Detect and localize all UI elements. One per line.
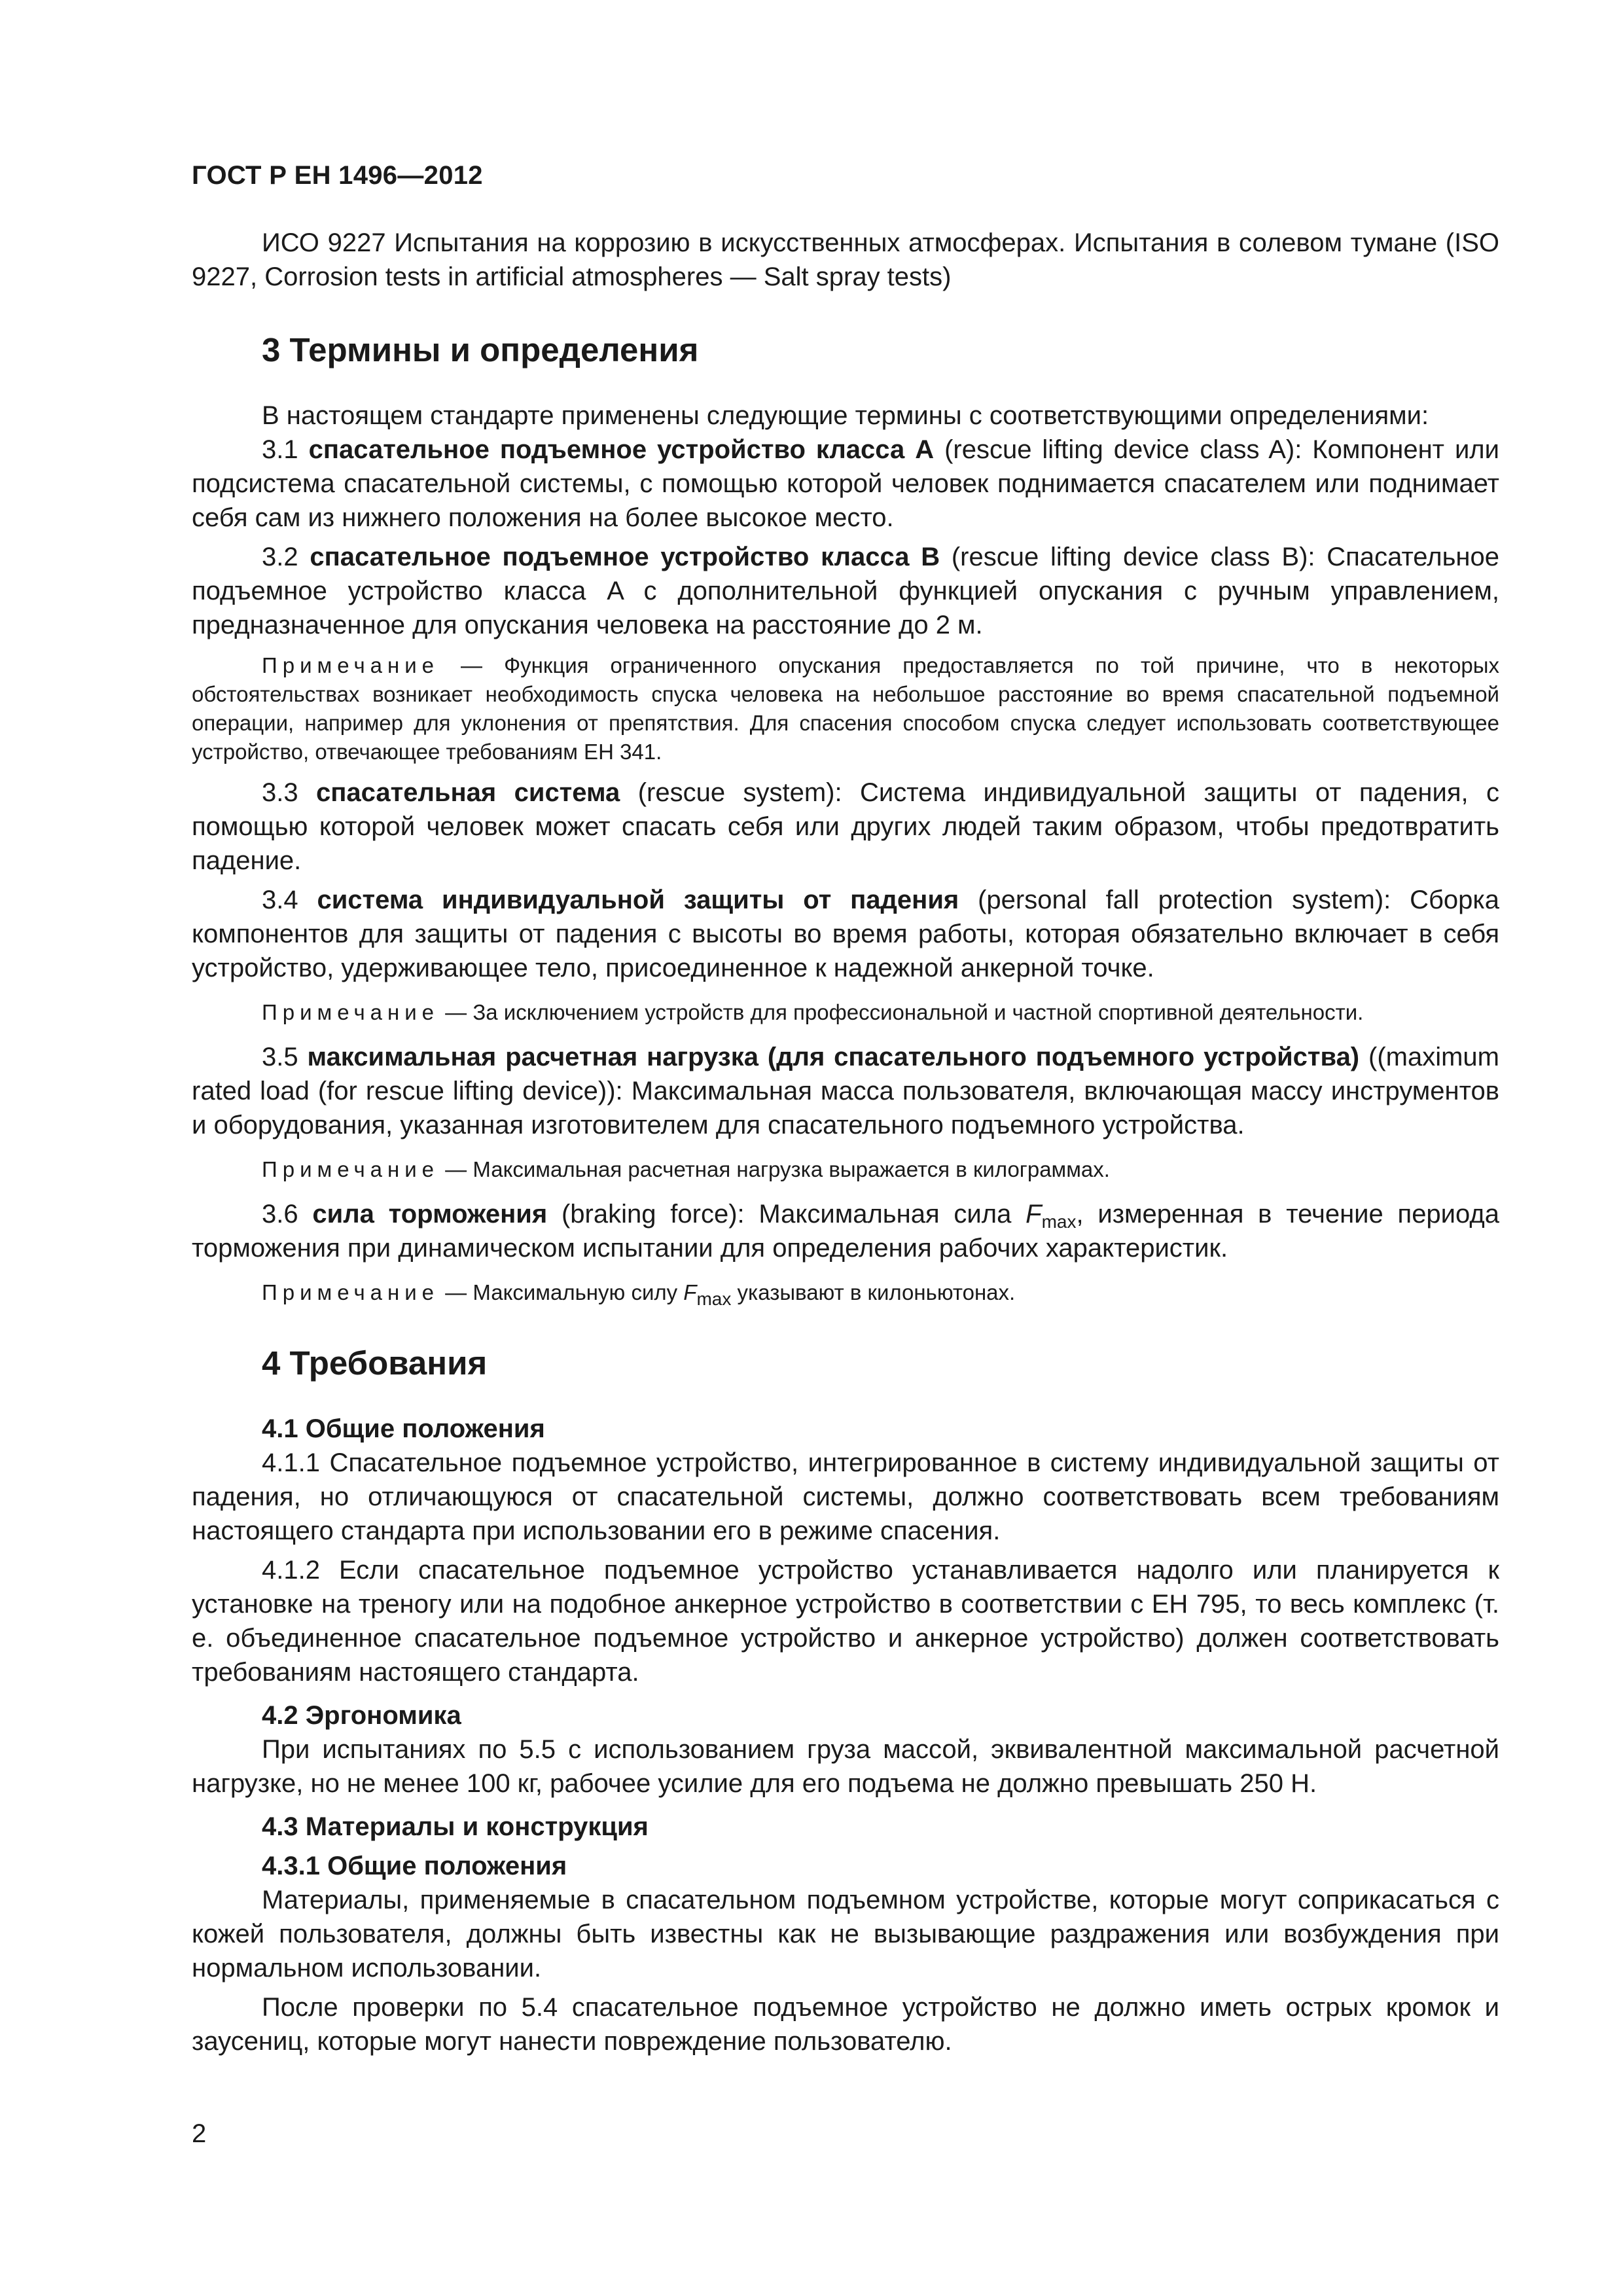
term-name: спасательное подъемное устройство класса B bbox=[310, 543, 940, 571]
section-4-3-1-title: 4.3.1 Общие положения bbox=[262, 1852, 567, 1880]
term-definition: (rescue lifting device class A): Компонент или подсистема спасательной системы, с помощью которой человек поднимается спасателем или поднимает себя сам из нижнего положения на более высокое место. bbox=[192, 435, 1499, 532]
section-4-2-title: 4.2 Эргономика bbox=[262, 1701, 461, 1730]
term-number: 3.4 bbox=[262, 886, 298, 914]
term-3-4 bbox=[192, 883, 1499, 985]
term-definition-pre: (braking force): Максимальная сила bbox=[547, 1200, 1026, 1229]
section-4-1-title: 4.1 Общие положения bbox=[262, 1414, 545, 1443]
page-content bbox=[192, 226, 1499, 2058]
reference-iso-9227: ИСО 9227 Испытания на коррозию в искусственных атмосферах. Испытания в солевом тумане (ISO 9227, Corrosion tests in artificial atmospheres — Salt spray tests) bbox=[192, 228, 1499, 291]
note-text: — За исключением устройств для профессиональной и частной спортивной деятельности. bbox=[439, 1000, 1364, 1024]
note-label: Примечание bbox=[262, 1157, 440, 1181]
term-name: максимальная расчетная нагрузка (для спасательного подъемного устройства) bbox=[307, 1043, 1360, 1071]
para-4-3-1-a: Материалы, применяемые в спасательном подъемном устройстве, которые могут соприкасаться с кожей пользователя, должны быть известны как не вызывающие раздражения или возбуждения при нормальном использовании. bbox=[192, 1886, 1499, 1982]
term-number: 3.1 bbox=[262, 435, 298, 464]
symbol-f: F bbox=[683, 1280, 697, 1304]
section-3-title: 3 Термины и определения bbox=[262, 331, 699, 368]
note-label: Примечание bbox=[262, 653, 440, 677]
para-4-1-2: 4.1.2 Если спасательное подъемное устройство устанавливается надолго или планируется к установке на треногу или на подобное анкерное устройство в соответствии с ЕН 795, то весь комплекс (т. е. объединенное спасательное подъемное устройство и анкерное устройство) должен соответствовать требованиям настоящего стандарта. bbox=[192, 1556, 1499, 1687]
page-number: 2 bbox=[192, 2119, 207, 2148]
section-4-3-title: 4.3 Материалы и конструкция bbox=[262, 1812, 649, 1841]
term-definition: (rescue system): Система индивидуальной защиты от падения, с помощью которой человек может спасать себя или других людей таким образом, чтобы предотвратить падение. bbox=[192, 778, 1499, 875]
term-3-3 bbox=[192, 776, 1499, 878]
term-definition: (personal fall protection system): Сборка компонентов для защиты от падения с высоты во время работы, которая обязательно включает в себя устройство, удерживающее тело, присоединенное к надежной анкерной точке. bbox=[192, 886, 1499, 982]
term-name: сила торможения bbox=[312, 1200, 548, 1229]
note-4 bbox=[192, 1278, 1499, 1307]
term-definition-post: , измеренная в течение периода торможения при динамическом испытании для определения рабочих характеристик. bbox=[192, 1200, 1499, 1263]
symbol-subscript: max bbox=[1041, 1211, 1077, 1232]
term-number: 3.5 bbox=[262, 1043, 298, 1071]
term-name: спасательная система bbox=[316, 778, 620, 807]
term-name: спасательное подъемное устройство класса A bbox=[308, 435, 935, 464]
term-number: 3.2 bbox=[262, 543, 298, 571]
note-text-post: указывают в килоньютонах. bbox=[731, 1280, 1016, 1304]
term-name: система индивидуальной защиты от падения bbox=[317, 886, 959, 914]
note-label: Примечание bbox=[262, 1280, 440, 1304]
note-1 bbox=[192, 651, 1499, 766]
term-3-5 bbox=[192, 1040, 1499, 1142]
note-text: — Максимальная расчетная нагрузка выражается в килограммах. bbox=[439, 1157, 1110, 1181]
document-header: ГОСТ Р ЕН 1496—2012 bbox=[192, 161, 483, 190]
term-3-6 bbox=[192, 1197, 1499, 1265]
section-4-title: 4 Требования bbox=[262, 1344, 488, 1382]
symbol-f: F bbox=[1026, 1200, 1042, 1229]
section-3-lead: В настоящем стандарте применены следующие термины с соответствующими определениями: bbox=[262, 401, 1429, 430]
note-label: Примечание bbox=[262, 1000, 440, 1024]
note-3 bbox=[192, 1155, 1499, 1184]
note-text-pre: — Максимальную силу bbox=[439, 1280, 684, 1304]
para-4-1-1: 4.1.1 Спасательное подъемное устройство, интегрированное в систему индивидуальной защиты от падения, но отличающуюся от спасательной системы, должно соответствовать всем требованиям настоящего стандарта при использовании его в режиме спасения. bbox=[192, 1448, 1499, 1545]
term-3-2 bbox=[192, 540, 1499, 642]
term-3-1 bbox=[192, 433, 1499, 535]
note-text: — Функция ограниченного опускания предоставляется по той причине, что в некоторых обстоятельствах возникает необходимость спуска человека на небольшое расстояние во время спасательной подъемной операции, например для уклонения от препятствия. Для спасения способом спуска следует использовать соответствующее устройство, отвечающее требованиям ЕН 341. bbox=[192, 653, 1499, 764]
term-definition: (rescue lifting device class B): Спасательное подъемное устройство класса A с дополнительной функцией опускания с ручным управлением, предназначенное для опускания человека на расстояние до 2 м. bbox=[192, 543, 1499, 639]
para-4-2: При испытаниях по 5.5 с использованием груза массой, эквивалентной максимальной расчетной нагрузке, но не менее 100 кг, рабочее усилие для его подъема не должно превышать 250 Н. bbox=[192, 1735, 1499, 1798]
term-definition: ((maximum rated load (for rescue lifting device)): Максимальная масса пользователя, включающая массу инструментов и оборудования, указанная изготовителем для спасательного подъемного устройства. bbox=[192, 1043, 1499, 1139]
term-number: 3.3 bbox=[262, 778, 298, 807]
para-4-3-1-b: После проверки по 5.4 спасательное подъемное устройство не должно иметь острых кромок и заусениц, которые могут нанести повреждение пользователю. bbox=[192, 1993, 1499, 2056]
note-2 bbox=[192, 998, 1499, 1027]
symbol-subscript: max bbox=[696, 1289, 732, 1309]
term-number: 3.6 bbox=[262, 1200, 298, 1229]
